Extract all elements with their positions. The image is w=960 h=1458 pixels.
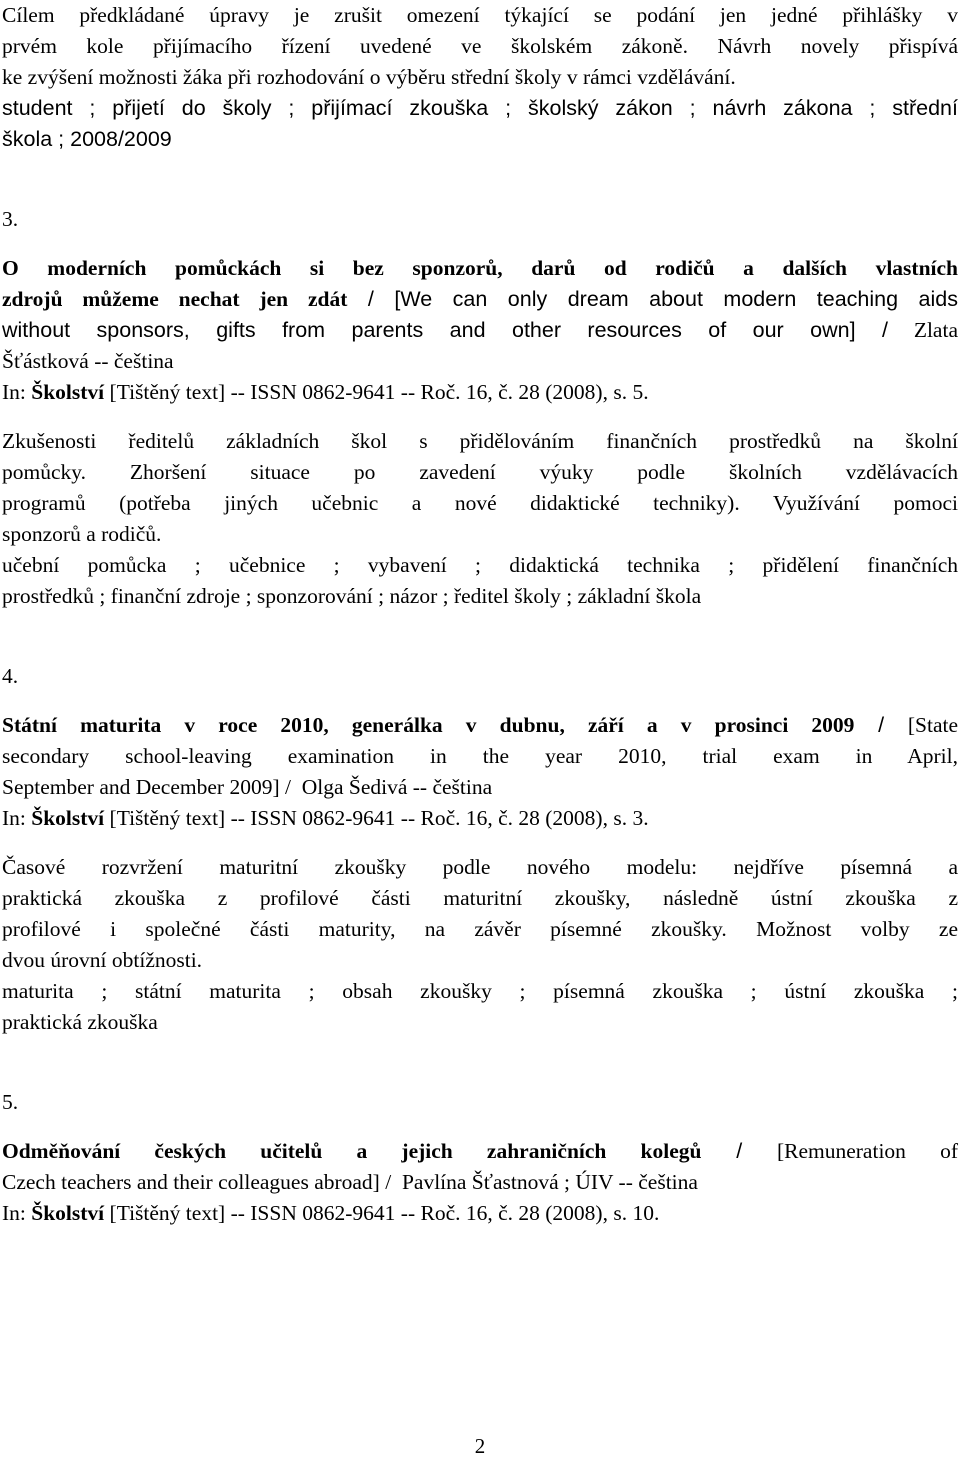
- title-line: [2, 284, 958, 315]
- entry-abstract: [2, 852, 958, 976]
- title-line: [2, 772, 958, 803]
- title-line: [2, 346, 958, 377]
- title-segment: secondary school-leaving examination in the year 2010, trial exam in April,: [2, 744, 958, 768]
- abstract-line: programů (potřeba jiných učebnic a nové didaktické techniky). Využívání pomoci: [2, 491, 958, 515]
- title-segment: / [We can only dream about modern teaching aids: [347, 287, 958, 311]
- page-number: 2: [474, 1434, 486, 1458]
- spacer: [2, 1038, 958, 1087]
- title-line: [2, 315, 958, 346]
- title-segment: [State: [907, 713, 959, 737]
- entries-list: [2, 155, 958, 1229]
- entry-keywords: [2, 550, 958, 612]
- source-journal: Školství: [31, 1201, 105, 1225]
- abstract-line: prvém kole přijímacího řízení uvedené ve školském zákoně. Návrh novely přispívá: [2, 34, 958, 58]
- entry-source: [2, 1198, 958, 1229]
- abstract-line: profilové i společné části maturity, na závěr písemné zkoušky. Možnost volby ze: [2, 917, 958, 941]
- title-segment: Zlata: [887, 318, 958, 342]
- spacer: [2, 834, 958, 852]
- keywords-line: škola ; 2008/2009: [2, 127, 172, 151]
- abstract-line: sponzorů a rodičů.: [2, 522, 162, 546]
- title-segment: /: [854, 713, 908, 737]
- abstract-line: ke zvýšení možnosti žáka při rozhodování o výběru střední školy v rámci vzdělávání.: [2, 65, 736, 89]
- entry-number: 5.: [2, 1090, 19, 1114]
- keywords-line: prostředků ; finanční zdroje ; sponzorování ; názor ; ředitel školy ; základní škola: [2, 584, 702, 608]
- title-segment: [Remuneration of: [776, 1139, 958, 1163]
- source-rest: [Tištěný text] -- ISSN 0862-9641 -- Roč. 16, č. 28 (2008), s. 3.: [104, 806, 649, 830]
- continued-abstract: [2, 0, 958, 93]
- entry-source: [2, 803, 958, 834]
- abstract-line: praktická zkouška z profilové části maturitní zkoušky, následně ústní zkouška z: [2, 886, 958, 910]
- spacer: [2, 155, 958, 204]
- title-segment: without sponsors, gifts from parents and other resources of our own] /: [2, 318, 888, 342]
- keywords-line: maturita ; státní maturita ; obsah zkoušky ; písemná zkouška ; ústní zkouška ;: [2, 979, 958, 1003]
- title-segment: September and December 2009] / Olga Šedivá -- čeština: [2, 775, 493, 799]
- title-line: [2, 253, 958, 284]
- entry-source: [2, 377, 958, 408]
- entry-title: Státní maturita v roce 2010, generálka v dubnu, září a v prosinci 2009: [2, 713, 855, 737]
- title-line: [2, 1136, 958, 1167]
- title-line: [2, 741, 958, 772]
- abstract-line: Cílem předkládané úpravy je zrušit omezení týkající se podání jen jedné přihlášky v: [2, 3, 958, 27]
- abstract-line: Zkušenosti ředitelů základních škol s přidělováním finančních prostředků na školní: [2, 429, 958, 453]
- entry-title-block: [2, 253, 958, 377]
- spacer: [2, 1118, 958, 1136]
- entry-number: 4.: [2, 664, 19, 688]
- spacer: [2, 612, 958, 661]
- spacer: [2, 692, 958, 710]
- source-journal: Školství: [31, 806, 105, 830]
- entry-title: zdrojů můžeme nechat jen zdát: [2, 287, 348, 311]
- keywords-line: učební pomůcka ; učebnice ; vybavení ; didaktická technika ; přidělení finančních: [2, 553, 958, 577]
- spacer: [2, 235, 958, 253]
- entry-title: O moderních pomůckách si bez sponzorů, darů od rodičů a dalších vlastních: [2, 256, 958, 280]
- spacer: [2, 408, 958, 426]
- entry-title: Odměňování českých učitelů a jejich zahraničních kolegů: [2, 1139, 702, 1163]
- keywords-line: student ; přijetí do školy ; přijímací zkouška ; školský zákon ; návrh zákona ; střední: [2, 96, 958, 120]
- entry-number: 3.: [2, 207, 19, 231]
- source-rest: [Tištěný text] -- ISSN 0862-9641 -- Roč. 16, č. 28 (2008), s. 5.: [104, 380, 649, 404]
- entry-title-block: [2, 1136, 958, 1198]
- title-segment: /: [701, 1139, 777, 1163]
- title-line: [2, 710, 958, 741]
- source-prefix: In:: [2, 1201, 32, 1225]
- entry-title-block: [2, 710, 958, 803]
- title-segment: Šťástková -- čeština: [2, 349, 174, 373]
- source-prefix: In:: [2, 806, 32, 830]
- source-rest: [Tištěný text] -- ISSN 0862-9641 -- Roč. 16, č. 28 (2008), s. 10.: [104, 1201, 660, 1225]
- source-journal: Školství: [31, 380, 105, 404]
- entry-abstract: [2, 426, 958, 550]
- title-segment: Czech teachers and their colleagues abroad] / Pavlína Šťastnová ; ÚIV -- čeština: [2, 1170, 698, 1194]
- entry-keywords: [2, 976, 958, 1038]
- keywords-line: praktická zkouška: [2, 1010, 158, 1034]
- abstract-line: pomůcky. Zhoršení situace po zavedení výuky podle školních vzdělávacích: [2, 460, 958, 484]
- continued-keywords: [2, 93, 958, 155]
- abstract-line: dvou úrovní obtížnosti.: [2, 948, 203, 972]
- source-prefix: In:: [2, 380, 32, 404]
- abstract-line: Časové rozvržení maturitní zkoušky podle nového modelu: nejdříve písemná a: [2, 855, 958, 879]
- title-line: [2, 1167, 958, 1198]
